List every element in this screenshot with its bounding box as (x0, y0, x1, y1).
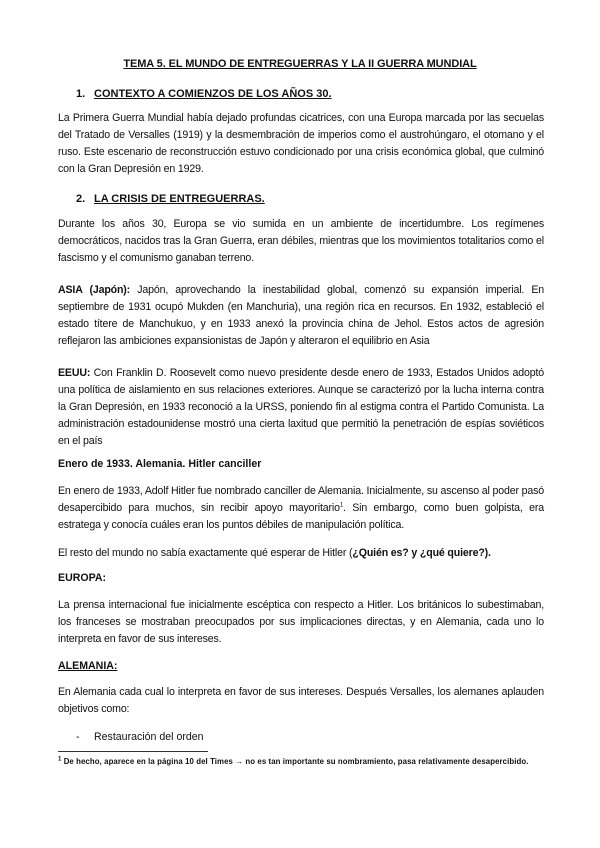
eeuu-paragraph (58, 365, 544, 450)
hitler-heading: Enero de 1933. Alemania. Hitler canciller (58, 458, 262, 470)
footnote-divider (58, 751, 208, 752)
alemania-paragraph: En Alemania cada cual lo interpreta en favor de sus intereses. Después Versalles, los alemanes aplauden objetivos como: (58, 686, 544, 715)
section-1-number: 1. (76, 88, 86, 100)
section-2-intro: Durante los años 30, Europa se vio sumida en un ambiente de incertidumbre. Los regímenes democráticos, nacidos tras la Gran Guerra, eran débiles, mientras que los movimientos totalitarios como el fascismo y el comunismo ganaban terreno. (58, 218, 544, 264)
world-paragraph (58, 545, 544, 562)
section-1-paragraph: La Primera Guerra Mundial había dejado profundas cicatrices, con una Europa marcada por las secuelas del Tratado de Versalles (1919) y la desmembración de imperios como el austrohúngaro, el otomano y el ruso. Este escenario de reconstrucción estuvo condicionado por una crisis económica global, que culminó con la Gran Depresión en 1929. (58, 112, 544, 175)
section-1-heading-text: CONTEXTO A COMIENZOS DE LOS AÑOS 30. (94, 88, 332, 100)
section-1-heading (76, 88, 332, 100)
footnote-ref[interactable]: 1 (339, 502, 344, 509)
eeuu-text: Con Franklin D. Roosevelt como nuevo presidente desde enero de 1933, Estados Unidos adoptó una política de aislamiento en sus relaciones exteriores. Aunque se caracterizó por la lucha interna contra la Gran Depresión, en 1933 reconoció a la URSS, poniendo fin al estigma contra el Partido Comunista. La administración estadounidense mostró una cierta laxitud que permitió la penetración de espías soviéticos en el país (58, 367, 544, 447)
footnote (58, 755, 544, 768)
hitler-text-1: En enero de 1933, Adolf Hitler fue nombrado canciller de Alemania. Inicialmente, su ascenso al poder pasó desapercibido para muchos, sin recibir apoyo mayoritario (58, 485, 544, 514)
hitler-paragraph (58, 483, 544, 534)
footnote-text: De hecho, aparece en la página 10 del Times → no es tan importante su nombramiento, pasa relativamente desapercibido. (61, 757, 529, 766)
world-text: El resto del mundo no sabía exactamente qué esperar de Hitler ( (58, 547, 353, 559)
footnote-number: 1 (58, 756, 62, 763)
world-end: ). (484, 547, 491, 559)
section-2-heading-text: LA CRISIS DE ENTREGUERRAS. (94, 193, 265, 205)
page-title: TEMA 5. EL MUNDO DE ENTREGUERRAS Y LA II GUERRA MUNDIAL (123, 58, 477, 70)
world-question: ¿Quién es? y ¿qué quiere? (352, 547, 485, 559)
section-2-number: 2. (76, 193, 86, 205)
section-2-heading (76, 193, 265, 205)
bullet-marker: - (76, 731, 80, 743)
bullet-text: Restauración del orden (94, 731, 204, 743)
asia-label: ASIA (Japón): (58, 284, 131, 296)
list-item (76, 731, 204, 743)
alemania-heading: ALEMANIA: (58, 660, 118, 672)
asia-paragraph (58, 282, 544, 350)
asia-text: Japón, aprovechando la inestabilidad global, comenzó su expansión imperial. En septiembre de 1931 ocupó Mukden (en Manchuria), una región rica en recursos. En 1932, estableció el estado títere de Manchukuo, y en 1933 anexó la provincia china de Jehol. Estos actos de agresión reflejaron las ambiciones expansionistas de Japón y alteraron el equilibrio en Asia (58, 284, 545, 347)
europa-heading: EUROPA: (58, 572, 107, 584)
eeuu-label: EEUU: (58, 367, 91, 379)
europa-paragraph: La prensa internacional fue inicialmente escéptica con respecto a Hitler. Los británicos lo subestimaban, los franceses se mostraban preocupados por sus implicaciones directas, y en Alemania, cada uno lo interpreta en favor de sus intereses. (58, 599, 544, 645)
hitler-text-2: . Sin embargo, como buen golpista, era estratega y conocía cuáles eran los puntos débiles de manipulación política. (58, 502, 544, 531)
